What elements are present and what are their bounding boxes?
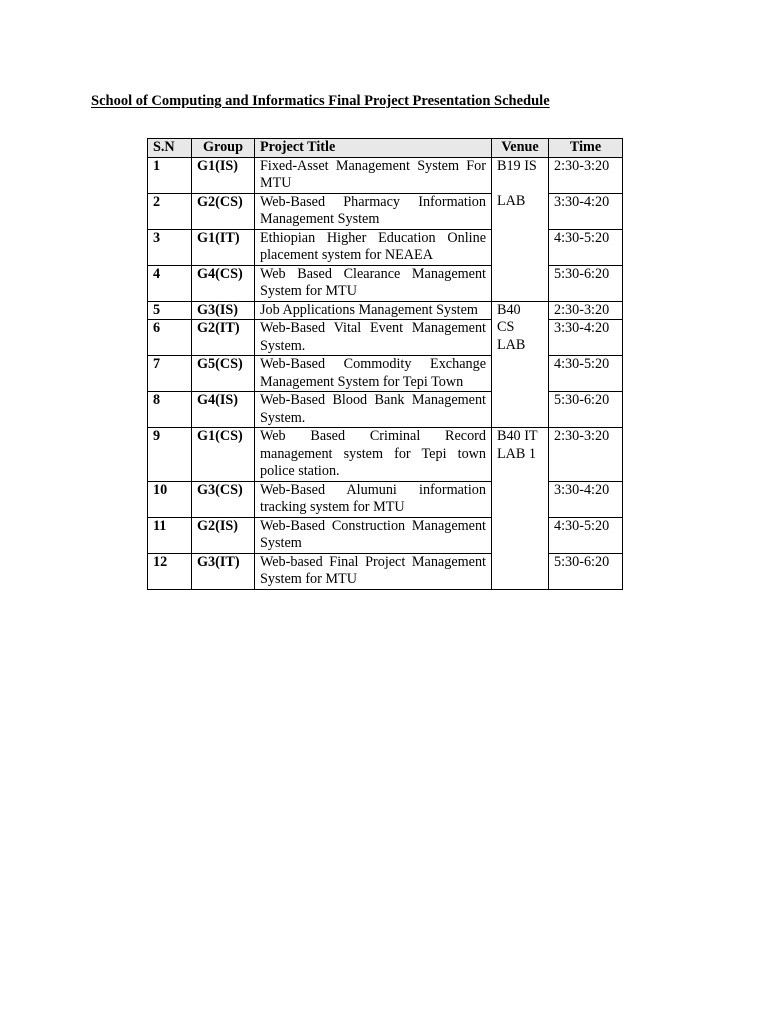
- venue-line: B40 IT: [497, 428, 538, 444]
- venue-line: B40: [497, 301, 521, 318]
- cell-group: G5(CS): [192, 356, 255, 392]
- table-row: [148, 193, 623, 229]
- cell-sn: 4: [148, 265, 192, 301]
- cell-group: G1(IS): [192, 157, 255, 193]
- cell-sn: 7: [148, 356, 192, 392]
- table-row: [148, 229, 623, 265]
- header-row: [148, 139, 623, 158]
- table-row: [148, 157, 623, 193]
- cell-time: 3:30-4:20: [549, 193, 623, 229]
- table-row: [148, 392, 623, 428]
- cell-venue: [492, 428, 549, 590]
- cell-time: 2:30-3:20: [549, 428, 623, 482]
- document-title: School of Computing and Informatics Final Project Presentation Schedule: [91, 93, 550, 109]
- cell-project-title: Web Based Clearance Management System for MTU: [255, 265, 492, 301]
- table-row: [148, 301, 623, 320]
- cell-project-title: Web-Based Alumuni information tracking system for MTU: [255, 481, 492, 517]
- cell-group: G2(CS): [192, 193, 255, 229]
- cell-project-title: Web-based Final Project Management System for MTU: [255, 553, 492, 589]
- cell-project-title: Job Applications Management System: [255, 301, 492, 320]
- cell-project-title: Ethiopian Higher Education Online placement system for NEAEA: [255, 229, 492, 265]
- header-sn: S.N: [148, 139, 192, 158]
- cell-project-title: Web-Based Commodity Exchange Management System for Tepi Town: [255, 356, 492, 392]
- cell-group: G3(CS): [192, 481, 255, 517]
- cell-sn: 1: [148, 157, 192, 193]
- table-row: [148, 265, 623, 301]
- cell-time: 3:30-4:20: [549, 481, 623, 517]
- cell-group: G2(IS): [192, 517, 255, 553]
- cell-group: G1(IT): [192, 229, 255, 265]
- cell-sn: 12: [148, 553, 192, 589]
- cell-time: 5:30-6:20: [549, 265, 623, 301]
- cell-project-title: Web-Based Pharmacy Information Management System: [255, 193, 492, 229]
- cell-sn: 2: [148, 193, 192, 229]
- cell-sn: 9: [148, 428, 192, 482]
- cell-group: G1(CS): [192, 428, 255, 482]
- cell-time: 5:30-6:20: [549, 553, 623, 589]
- table-row: [148, 553, 623, 589]
- header-time: Time: [549, 139, 623, 158]
- venue-line: LAB: [497, 336, 526, 353]
- cell-sn: 10: [148, 481, 192, 517]
- table-row: [148, 320, 623, 356]
- cell-time: 2:30-3:20: [549, 157, 623, 193]
- cell-sn: 5: [148, 301, 192, 320]
- cell-group: G4(CS): [192, 265, 255, 301]
- cell-time: 4:30-5:20: [549, 356, 623, 392]
- cell-sn: 11: [148, 517, 192, 553]
- header-venue: Venue: [492, 139, 549, 158]
- cell-project-title: Web-Based Construction Management System: [255, 517, 492, 553]
- header-group: Group: [192, 139, 255, 158]
- cell-time: 5:30-6:20: [549, 392, 623, 428]
- cell-project-title: Web-Based Vital Event Management System.: [255, 320, 492, 356]
- table-row: [148, 517, 623, 553]
- cell-group: G3(IT): [192, 553, 255, 589]
- cell-venue: [492, 157, 549, 301]
- cell-group: G4(IS): [192, 392, 255, 428]
- cell-sn: 8: [148, 392, 192, 428]
- venue-line: CS: [497, 319, 515, 335]
- cell-time: 4:30-5:20: [549, 517, 623, 553]
- cell-project-title: Web-Based Blood Bank Management System.: [255, 392, 492, 428]
- cell-project-title: Web Based Criminal Record management system for Tepi town police station.: [255, 428, 492, 482]
- cell-time: 4:30-5:20: [549, 229, 623, 265]
- cell-time: 3:30-4:20: [549, 320, 623, 356]
- table-row: [148, 481, 623, 517]
- table-row: [148, 356, 623, 392]
- table-row: [148, 428, 623, 482]
- schedule-table: [147, 138, 623, 590]
- cell-time: 2:30-3:20: [549, 301, 623, 320]
- cell-sn: 3: [148, 229, 192, 265]
- cell-sn: 6: [148, 320, 192, 356]
- cell-group: G2(IT): [192, 320, 255, 356]
- venue-line: LAB 1: [497, 445, 537, 462]
- venue-line: LAB: [497, 192, 526, 209]
- venue-line: B19 IS: [497, 157, 537, 174]
- cell-venue: [492, 301, 549, 428]
- header-project-title: Project Title: [255, 139, 492, 158]
- cell-group: G3(IS): [192, 301, 255, 320]
- cell-project-title: Fixed-Asset Management System For MTU: [255, 157, 492, 193]
